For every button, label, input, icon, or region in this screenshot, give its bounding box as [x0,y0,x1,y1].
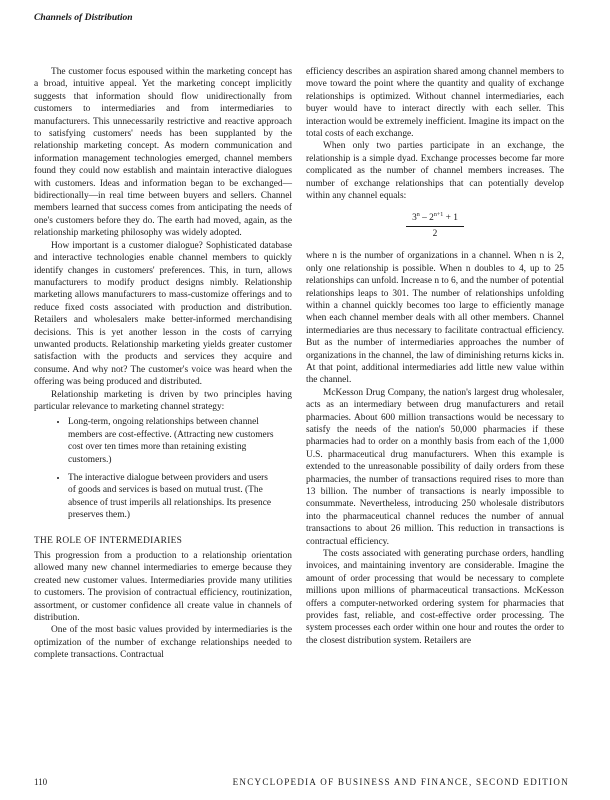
formula-denominator: 2 [432,228,438,239]
paragraph: How important is a customer dialogue? Sophisticated database and interactive technologies enable channel members to quickly identify changes in customers' preferences. This, in turn, allows manufacturers to modify product designs nimbly. Relationship marketing allows manufacturers to mass-customize offerings and to reduce fixed costs associated with production and distribution. Retailers and wholesalers make better-informed merchandising decisions. This is yet another lesson in the costs of carrying unwanted products. Relationship marketing yields greater customer satisfaction with the products and services they acquire and consume. And why not? The customer's voice was heard when the offering was being produced and distributed. [34,240,292,388]
publication-title: ENCYCLOPEDIA OF BUSINESS AND FINANCE, SECOND EDITION [232,777,569,787]
paragraph: This progression from a production to a relationship orientation allowed many new channel intermediaries to emerge because they created new customer values. Intermediaries provide many utilities to customers. The provision of contractual efficiency, routinization, assortment, or customer confidence all create value in channels of distribution. [34,551,292,624]
paragraph: efficiency describes an aspiration shared among channel members to move toward the point where the quantity and quality of exchange relationships is optimized. Without channel intermediaries, each buyer would have to interact directly with each seller. This interaction would be extremely inefficient. Imagine its impact on the total costs of each exchange. [306,67,564,140]
left-column [34,66,292,662]
paragraph: where n is the number of organizations in a channel. When n is 2, only one relationship is possible. When n doubles to 4, up to 25 relationships can unfold. Increase n to 6, and the number of potential relationships leaps to 301. The number of relationships unfolding within a channel quickly becomes too large to efficiently manage when each channel member deals with all other members. Channel intermediaries are thus necessary to facilitate contractual efficiency. But as the number of intermediaries approaches the number of organizations in the channel, the law of diminishing returns kicks in. At that point, additional intermediaries add little new value within the channel. [306,251,564,386]
list-item: • The interactive dialogue between providers and users of goods and services is based on mutual trust. (The absence of trust imperils all relationships. Its presence preserves them.) [68,472,276,522]
formula-numerator: $3^n - 2^{n+1} + 1$ [406,209,464,226]
paragraph: Relationship marketing is driven by two principles having particular relevance to marketing channel strategy: [34,389,292,412]
bullet-list [34,416,292,521]
list-item: • Long-term, ongoing relationships between channel members are cost-effective. (Attracting new customers cost over ten times more than retaining existing customers.) [68,416,276,466]
paragraph: The costs associated with generating purchase orders, handling invoices, and maintaining inventory are considerable. Imagine the amount of order processing that would be necessary to complete millions upon millions of pharmaceutical transactions. McKesson offers a computer-networked ordering system for pharmacies that provides fast, reliable, and cost-effective order processing. The system processes each order within one hour and routes the order to the closest distribution system. Retailers are [306,549,564,646]
right-column [306,66,564,647]
section-heading: THE ROLE OF INTERMEDIARIES [34,535,183,546]
relationship-formula [306,209,564,240]
paragraph: When only two parties participate in an exchange, the relationship is a simple dyad. Exchange processes become far more complicated as the number of channel members increases. The number of exchange relationships that can potentially develop within any channel equals: [306,141,564,202]
paragraph: The customer focus espoused within the marketing concept has a broad, intuitive appeal. Yet the marketing concept implicitly suggests that information should flow unidirectionally from customers to intermediaries and from intermediaries to manufacturers. This unnecessarily restrictive and reactive approach to satisfying customers' needs has been supplanted by the relationship marketing concept. As modern communication and information management technologies emerged, channel members found they could now establish and maintain interactive dialogues with customers. Ideas and information began to be exchanged—bidirectionally—in real time between buyers and sellers. Channel members learned that success comes from anticipating the needs of one's customers before they do. The earth had moved, again, as the relationship marketing philosophy was widely adopted. [34,67,292,239]
page-number: 110 [34,777,48,787]
running-title: Channels of Distribution [34,12,133,23]
paragraph: One of the most basic values provided by intermediaries is the optimization of the number of exchange relationships needed to complete transactions. Contractual [34,625,292,661]
paragraph: McKesson Drug Company, the nation's largest drug wholesaler, acts as an intermediary between drug manufacturers and retail pharmacies. About 600 million transactions would be necessary to satisfy the needs of the nation's 50,000 pharmacies if these pharmacies had to order on a monthly basis from each of the 1,000 U.S. pharmaceutical drug manufacturers. When this example is extended to the unreasonable possibility of daily orders from these pharmacies, the number of transactions required rises to more than 13 billion. The number of transactions is nearly impossible to consummate. Nevertheless, introducing 250 wholesale distributors into the pharmaceutical channel reduces the number of annual transactions to about 26 million. This reduction in transactions is contractual efficiency. [306,387,564,547]
